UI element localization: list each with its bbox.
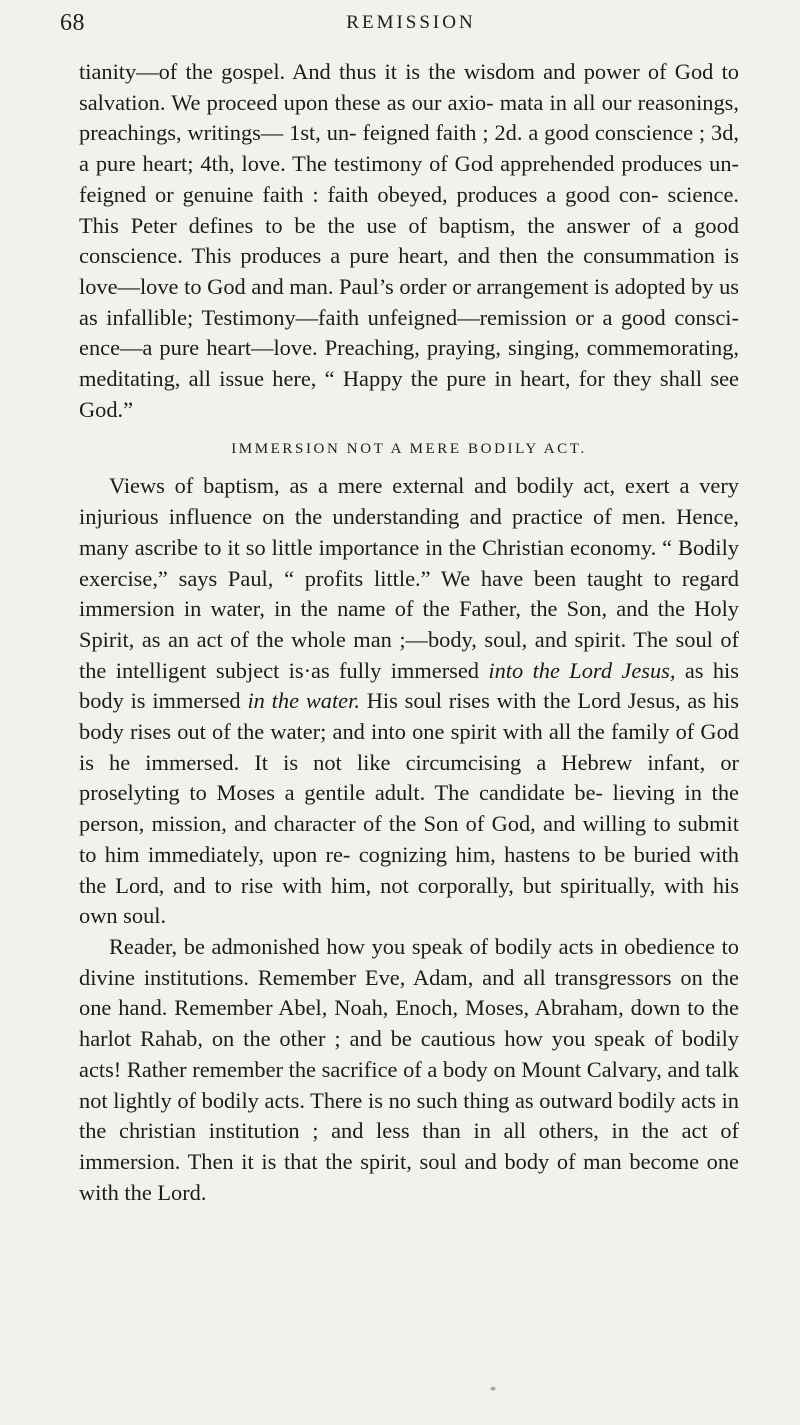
- page-number: 68: [60, 10, 85, 36]
- body-text: [79, 57, 739, 1208]
- paragraph-2-part-1: Views of baptism, as a mere external and bodily act, exert a very injurious influence on the understanding and practice of men. Hence, many ascribe to it so little importance in the Christian economy. “ Bodily exercise,” says Paul, “ profits little.” We have been taught to regard immersion in water, in the name of the Father, the Son, and the Holy Spirit, as an act of the whole man ;—body, soul, and spirit. The soul of the intelligent subject is·as fully immersed: [79, 473, 739, 683]
- paragraph-2-part-2: as his body is immersed: [79, 657, 739, 714]
- section-heading: IMMERSION NOT A MERE BODILY ACT.: [231, 441, 587, 458]
- paragraph-2-italic-1: into the Lord Jesus,: [488, 657, 676, 683]
- paragraph-2-italic-2: in the water.: [247, 688, 360, 714]
- running-head: [60, 10, 750, 40]
- running-title: REMISSION: [346, 12, 476, 33]
- paragraph-2-part-3: His soul rises with the Lord Jesus, as his body rises out of the water; and into one spirit with all the family of God is he immersed. It is not like circumcising a Hebrew infant, or proselyting to Moses a gentile adult. The candidate be- lieving in the person, mission, and character of the Son of God, and willing to submit to him immediately, upon re- cognizing him, hastens to be buried with the Lord, and to rise with him, not corporally, but spiritually, with his own soul.: [79, 688, 739, 929]
- footer-mark: *: [490, 1383, 496, 1397]
- paragraph-3: Reader, be admonished how you speak of bodily acts in obedience to divine institutions. Remember Eve, Adam, and all transgressors on the one hand. Remember Abel, Noah, Enoch, Moses, Abraham, down to the harlot Rahab, on the other ; and be cautious how you speak of bodily acts! Rather remember the sacrifice of a body on Mount Calvary, and talk not lightly of bodily acts. There is no such thing as outward bodily acts in the christian institution ; and less than in all others, in the act of immersion. Then it is that the spirit, soul and body of man become one with the Lord.: [79, 933, 739, 1205]
- paragraph-2: [79, 471, 739, 932]
- paragraph-1: tianity—of the gospel. And thus it is the wisdom and power of God to salvation. We proceed upon these as our axio- mata in all our reasonings, preachings, writings— 1st, un- feigned faith ; 2d. a good conscience ; 3d, a pure heart; 4th, love. The testimony of God apprehended produces un- feigned or genuine faith : faith obeyed, produces a good con- science. This Peter defines to be the use of baptism, the answer of a good conscience. This produces a pure heart, and then the consummation is love—love to God and man. Paul’s order or arrangement is adopted by us as infallible; Testimony—faith unfeigned—remission or a good consci- ence—a pure heart—love. Preaching, praying, singing, commemorating, meditating, all issue here, “ Happy the pure in heart, for they shall see God.”: [79, 59, 739, 422]
